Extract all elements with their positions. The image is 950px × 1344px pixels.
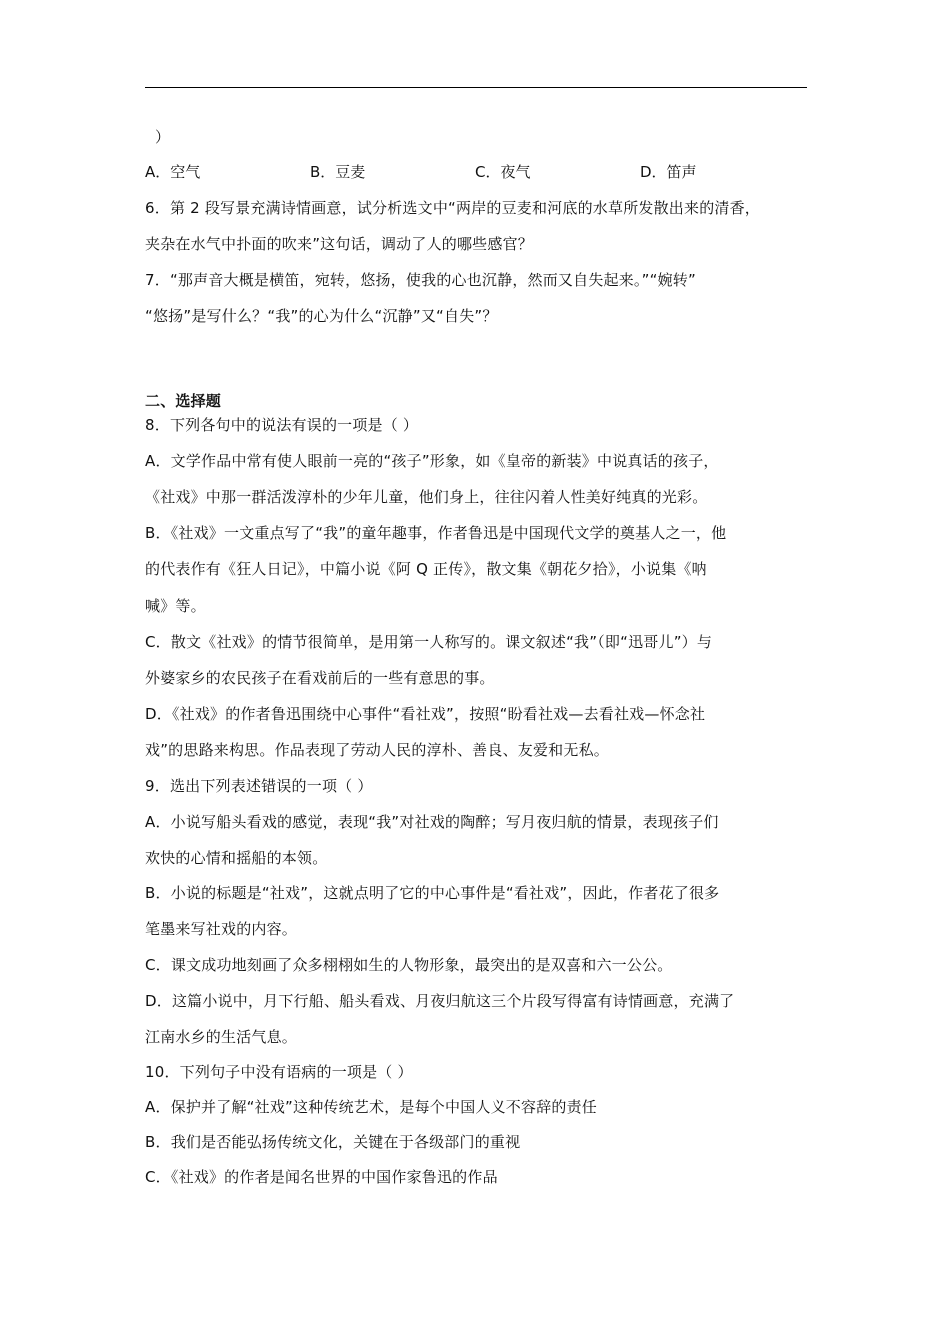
q5-option-a: A．空气 (145, 163, 201, 181)
q8-stem: 8．下列各句中的说法有误的一项是（ ） (145, 416, 419, 434)
q10-line: B．我们是否能弘扬传统文化，关键在于各级部门的重视 (145, 1133, 521, 1151)
q9-line: 笔墨来写社戏的内容。 (145, 920, 298, 938)
q9-line: B．小说的标题是“社戏”，这就点明了它的中心事件是“看社戏”，因此，作者花了很多 (145, 884, 720, 902)
q7-line-2: “悠扬”是写什么？“我”的心为什么“沉静”又“自失”？ (145, 307, 498, 325)
q8-line: 戏”的思路来构思。作品表现了劳动人民的淳朴、善良、友爱和无私。 (145, 741, 609, 759)
q5-option-d: D．笛声 (640, 163, 697, 181)
q5-option-c: C．夜气 (475, 163, 531, 181)
section-title: 二、选择题 (145, 392, 222, 410)
q10-line: C．《社戏》的作者是闻名世界的中国作家鲁迅的作品 (145, 1168, 498, 1186)
q6-line-1: 6．第 2 段写景充满诗情画意，试分析选文中“两岸的豆麦和河底的水草所发散出来的清香， (145, 199, 760, 217)
q8-line: 外婆家乡的农民孩子在看戏前后的一些有意思的事。 (145, 669, 495, 687)
q6-line-2: 夹杂在水气中扑面的吹来”这句话，调动了人的哪些感官？ (145, 235, 533, 253)
q8-line: 《社戏》中那一群活泼淳朴的少年儿童，他们身上，往往闪着人性美好纯真的光彩。 (145, 488, 708, 506)
q5-close-paren: ） (155, 128, 171, 146)
q8-line: C．散文《社戏》的情节很简单，是用第一人称写的。课文叙述“我”（即“迅哥儿”）与 (145, 633, 713, 651)
q8-line: A．文学作品中常有使人眼前一亮的“孩子”形象，如《皇帝的新装》中说真话的孩子， (145, 452, 719, 470)
q8-line: 喊》等。 (145, 597, 206, 615)
q9-line: 江南水乡的生活气息。 (145, 1028, 298, 1046)
q7-line-1: 7．“那声音大概是横笛，宛转，悠扬，使我的心也沉静，然而又自失起来。”“婉转” (145, 271, 696, 289)
q9-stem: 9．选出下列表述错误的一项（ ） (145, 777, 373, 795)
q5-option-b: B．豆麦 (310, 163, 366, 181)
q10-line: A．保护并了解“社戏”这种传统艺术，是每个中国人义不容辞的责任 (145, 1098, 598, 1116)
q9-line: C．课文成功地刻画了众多栩栩如生的人物形象，最突出的是双喜和六一公公。 (145, 956, 673, 974)
q9-line: A．小说写船头看戏的感觉，表现“我”对社戏的陶醉；写月夜归航的情景，表现孩子们 (145, 813, 719, 831)
q9-line: D．这篇小说中，月下行船、船头看戏、月夜归航这三个片段写得富有诗情画意，充满了 (145, 992, 735, 1010)
q8-line: D．《社戏》的作者鲁迅围绕中心事件“看社戏”，按照“盼看社戏—去看社戏—怀念社 (145, 705, 706, 723)
q10-stem: 10．下列句子中没有语病的一项是（ ） (145, 1063, 413, 1081)
q8-line: B．《社戏》一文重点写了“我”的童年趣事，作者鲁迅是中国现代文学的奠基人之一，他 (145, 524, 727, 542)
q9-line: 欢快的心情和摇船的本领。 (145, 849, 328, 867)
q8-line: 的代表作有《狂人日记》，中篇小说《阿 Q 正传》，散文集《朝花夕拾》，小说集《呐 (145, 560, 707, 578)
header-rule (145, 87, 807, 88)
